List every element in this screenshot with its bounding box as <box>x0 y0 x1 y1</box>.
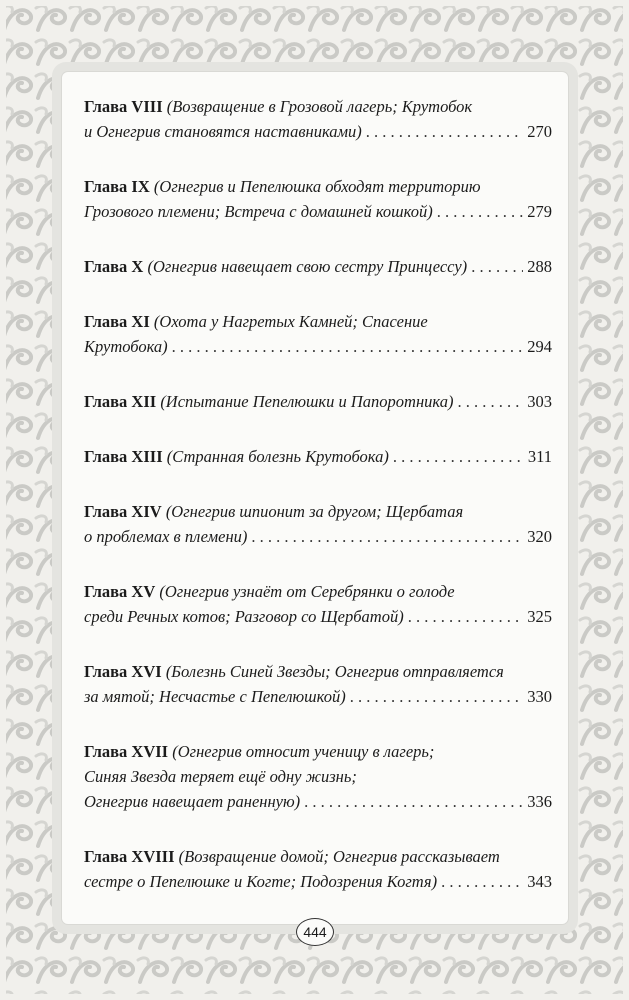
chapter-title: Глава XVI <box>84 662 162 681</box>
chapter-title: Глава X <box>84 257 144 276</box>
chapter-page-number: 303 <box>527 392 552 411</box>
toc-entry-line <box>84 684 552 709</box>
toc-entry-text <box>84 524 247 549</box>
chapter-description: о проблемах в племени) <box>84 527 248 546</box>
chapter-title: Глава XVIII <box>84 847 175 866</box>
chapter-description: (Огнегрив шпионит за другом; Щербатая <box>165 502 464 521</box>
dot-leader <box>471 254 523 279</box>
chapter-description: (Возвращение домой; Огнегрив рассказывает <box>178 847 500 866</box>
toc-entry-text <box>84 789 300 814</box>
toc-entry <box>84 174 552 224</box>
page-number-text: 444 <box>303 924 327 940</box>
toc-entry-line <box>84 844 552 869</box>
toc-entry-line <box>84 309 552 334</box>
chapter-page-number: 325 <box>527 607 552 626</box>
toc-entry-text <box>84 254 467 279</box>
toc-entry-text <box>84 174 481 199</box>
toc-entry <box>84 659 552 709</box>
chapter-description: за мятой; Несчастье с Пепелюшкой) <box>84 687 346 706</box>
toc-entry-text <box>84 869 437 894</box>
chapter-title: Глава XV <box>84 582 156 601</box>
chapter-page-number: 330 <box>527 687 552 706</box>
chapter-description: Огнегрив навещает раненную) <box>84 792 301 811</box>
chapter-description: среди Речных котов; Разговор со Щербатой) <box>84 607 404 626</box>
chapter-title: Глава XIV <box>84 502 162 521</box>
chapter-title: Глава XI <box>84 312 150 331</box>
toc-entry-line <box>84 764 552 789</box>
toc-entry <box>84 739 552 814</box>
toc-entry-text <box>84 309 428 334</box>
toc-entry-text <box>84 739 434 764</box>
toc-entry <box>84 499 552 549</box>
toc-entry-line <box>84 334 552 359</box>
toc-entry-line <box>84 869 552 894</box>
toc-entry-text <box>84 94 472 119</box>
toc-entry-line <box>84 739 552 764</box>
dot-leader <box>366 119 523 144</box>
toc-entry-text <box>84 499 463 524</box>
toc-entry-line <box>84 94 552 119</box>
toc-entry <box>84 844 552 894</box>
toc-entry-line <box>84 254 552 279</box>
chapter-page-number: 279 <box>527 202 552 221</box>
dot-leader <box>457 389 523 414</box>
chapter-title: Глава VIII <box>84 97 163 116</box>
chapter-title: Глава IX <box>84 177 150 196</box>
chapter-title: Глава XIII <box>84 447 163 466</box>
toc-entry-text <box>84 684 346 709</box>
chapter-description: сестре о Пепелюшке и Когте; Подозрения Когтя) <box>84 872 438 891</box>
table-of-contents <box>84 94 552 924</box>
dot-leader <box>350 684 524 709</box>
toc-entry-line <box>84 524 552 549</box>
chapter-page-number: 288 <box>527 257 552 276</box>
page-number <box>296 918 334 946</box>
toc-entry-line <box>84 389 552 414</box>
chapter-description: и Огнегрив становятся наставниками) <box>84 122 362 141</box>
dot-leader <box>437 199 524 224</box>
toc-entry-line <box>84 119 552 144</box>
chapter-description: (Огнегрив навещает свою сестру Принцессу) <box>147 257 468 276</box>
toc-entry-text <box>84 444 389 469</box>
toc-entry <box>84 444 552 469</box>
dot-leader <box>408 604 524 629</box>
toc-entry-text <box>84 579 455 604</box>
chapter-description: (Огнегрив и Пепелюшка обходят территорию <box>153 177 481 196</box>
toc-entry <box>84 579 552 629</box>
toc-entry <box>84 309 552 359</box>
toc-entry-line <box>84 174 552 199</box>
chapter-title: Глава XVII <box>84 742 169 761</box>
chapter-page-number: 311 <box>527 447 552 466</box>
dot-leader <box>251 524 523 549</box>
chapter-description: (Возвращение в Грозовой лагерь; Крутобок <box>166 97 473 116</box>
toc-entry-line <box>84 579 552 604</box>
dot-leader <box>393 444 524 469</box>
chapter-description: (Болезнь Синей Звезды; Огнегрив отправляется <box>165 662 504 681</box>
toc-entry <box>84 94 552 144</box>
chapter-title: Глава XII <box>84 392 157 411</box>
chapter-description: (Огнегрив узнаёт от Серебрянки о голоде <box>159 582 455 601</box>
toc-entry-line <box>84 499 552 524</box>
chapter-description: (Странная болезнь Крутобока) <box>166 447 389 466</box>
toc-entry-text <box>84 844 500 869</box>
chapter-description: (Испытание Пепелюшки и Папоротника) <box>160 392 454 411</box>
toc-entry-text <box>84 604 404 629</box>
toc-entry <box>84 389 552 414</box>
toc-entry-text <box>84 659 504 684</box>
toc-entry-text <box>84 119 362 144</box>
toc-entry-line <box>84 659 552 684</box>
dot-leader <box>304 789 523 814</box>
toc-entry-text <box>84 389 453 414</box>
chapter-description: Грозового племени; Встреча с домашней кошкой) <box>84 202 433 221</box>
chapter-description: Синяя Звезда теряет ещё одну жизнь; <box>84 767 357 786</box>
toc-entry-line <box>84 789 552 814</box>
chapter-page-number: 270 <box>527 122 552 141</box>
chapter-description: Крутобока) <box>84 337 168 356</box>
toc-entry-line <box>84 199 552 224</box>
chapter-page-number: 320 <box>527 527 552 546</box>
chapter-page-number: 336 <box>527 792 552 811</box>
toc-entry-text <box>84 334 168 359</box>
chapter-page-number: 294 <box>527 337 552 356</box>
toc-entry-text <box>84 764 357 789</box>
toc-entry-text <box>84 199 433 224</box>
toc-entry <box>84 254 552 279</box>
chapter-description: (Охота у Нагретых Камней; Спасение <box>153 312 428 331</box>
chapter-page-number: 343 <box>527 872 552 891</box>
toc-entry-line <box>84 444 552 469</box>
dot-leader <box>441 869 523 894</box>
toc-entry-line <box>84 604 552 629</box>
chapter-description: (Огнегрив относит ученицу в лагерь; <box>172 742 435 761</box>
dot-leader <box>172 334 524 359</box>
